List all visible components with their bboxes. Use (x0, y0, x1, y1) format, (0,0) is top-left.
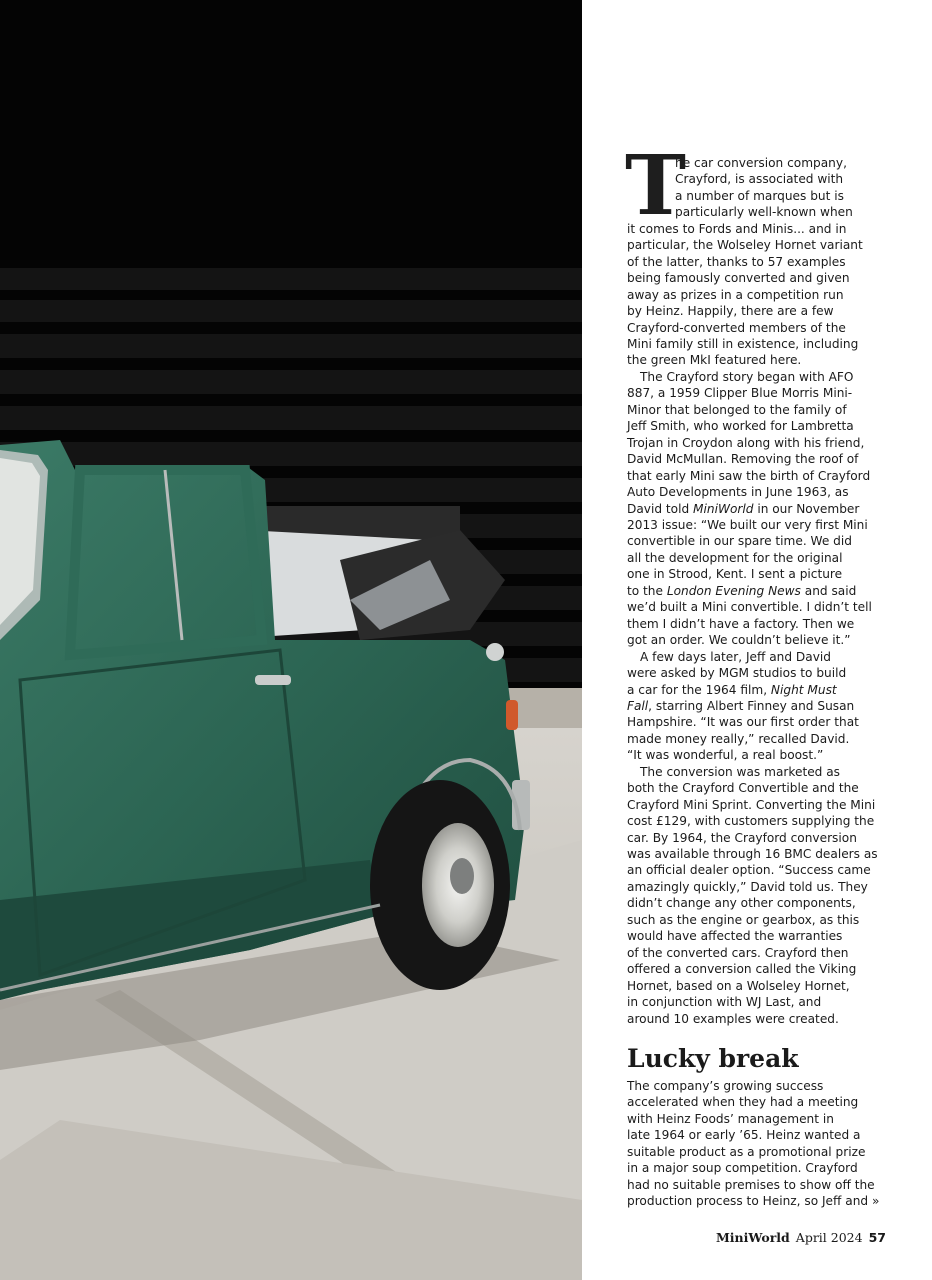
text-line: didn’t change any other components, (627, 896, 856, 911)
rear-light (506, 700, 518, 730)
text-line: both the Crayford Convertible and the (627, 781, 859, 796)
text-line: around 10 examples were created. (627, 1011, 839, 1026)
text-line: “It was wonderful, a real boost.” (627, 748, 824, 763)
text-line: of the latter, thanks to 57 examples (627, 254, 846, 269)
text-line: a number of marques but is (675, 188, 844, 203)
paragraph-2 (627, 369, 902, 649)
text-line: Crayford Mini Sprint. Converting the Mini (627, 797, 876, 812)
text-line: production process to Heinz, so Jeff and » (627, 1194, 880, 1209)
text-line: he car conversion company, (675, 156, 847, 170)
text-line: with Heinz Foods’ management in (627, 1111, 834, 1126)
text-line: one in Strood, Kent. I sent a picture (627, 567, 843, 582)
text-line (627, 583, 902, 599)
text-line: the green MkI featured here. (627, 353, 802, 368)
text-line: away as prizes in a competition run (627, 287, 844, 302)
text-fragment: David told (627, 501, 694, 516)
text-line: cost £129, with customers supplying the (627, 814, 875, 829)
film-title: Fall (627, 698, 649, 713)
text-line: late 1964 or early ’65. Heinz wanted a (627, 1128, 861, 1143)
page-footer (716, 1230, 886, 1245)
text-line: David McMullan. Removing the roof of (627, 452, 859, 467)
text-line: car. By 1964, the Crayford conversion (627, 830, 857, 845)
text-line: in conjunction with WJ Last, and (627, 995, 822, 1010)
text-line: was available through 16 BMC dealers as (627, 847, 878, 862)
text-line: Crayford-converted members of the (627, 320, 846, 335)
text-line (627, 501, 902, 517)
text-line: all the development for the original (627, 550, 843, 565)
text-line: The company’s growing success (627, 1079, 824, 1094)
text-line: them I didn’t have a factory. Then we (627, 616, 855, 631)
text-line: The conversion was marketed as (640, 764, 840, 779)
page-number: 57 (868, 1230, 886, 1245)
text-fragment: a car for the 1964 film, (627, 682, 771, 697)
rear-wheel (370, 780, 510, 990)
text-line: being famously converted and given (627, 271, 850, 286)
text-line: 2013 issue: “We built our very first Mini (627, 517, 868, 532)
issue-date: April 2024 (795, 1230, 863, 1245)
text-line: Trojan in Croydon along with his friend, (627, 435, 865, 450)
text-line: had no suitable premises to show off the (627, 1177, 875, 1192)
text-line (627, 682, 902, 698)
magazine-name: MiniWorld (715, 1230, 790, 1245)
text-line: A few days later, Jeff and David (640, 649, 831, 664)
publication-name: London Evening News (666, 583, 801, 598)
paragraph-5 (627, 1078, 902, 1210)
text-line: by Heinz. Happily, there are a few (627, 304, 834, 319)
door-handle (255, 675, 291, 685)
text-line: convertible in our spare time. We did (627, 534, 852, 549)
text-line: Minor that belonged to the family of (627, 402, 847, 417)
text-line: suitable product as a promotional prize (627, 1144, 866, 1159)
text-line: Auto Developments in June 1963, as (627, 485, 849, 500)
article-body (625, 138, 902, 1210)
text-line: Crayford, is associated with (675, 172, 844, 187)
text-line: amazingly quickly,” David told us. They (627, 879, 868, 894)
text-line: accelerated when they had a meeting (627, 1095, 859, 1110)
text-line: got an order. We couldn’t believe it.” (627, 633, 851, 648)
text-line: we’d built a Mini convertible. I didn’t tell (627, 600, 872, 615)
publication-name: MiniWorld (693, 501, 754, 516)
text-fragment: and said (800, 583, 857, 598)
text-line (627, 698, 902, 714)
text-line: 887, a 1959 Clipper Blue Morris Mini- (627, 386, 853, 401)
text-line: in a major soup competition. Crayford (627, 1161, 858, 1176)
text-line: it comes to Fords and Minis... and in (627, 221, 847, 236)
text-line: Jeff Smith, who worked for Lambretta (627, 419, 854, 434)
text-line: Hampshire. “It was our first order that (627, 715, 859, 730)
text-fragment: to the (627, 583, 667, 598)
film-title: Night Must (770, 682, 837, 697)
text-line: The Crayford story began with AFO (640, 369, 854, 384)
section-subhead (627, 1044, 902, 1074)
text-line: Hornet, based on a Wolseley Hornet, (627, 978, 850, 993)
text-line: would have affected the warranties (627, 929, 843, 944)
paragraph-4 (627, 764, 902, 1027)
text-fragment: in our November (753, 501, 860, 516)
text-line: an official dealer option. “Success came (627, 863, 871, 878)
paragraph-3 (627, 649, 902, 764)
text-line: that early Mini saw the birth of Crayford (627, 468, 871, 483)
text-line: were asked by MGM studios to build (627, 666, 847, 681)
text-fragment: , starring Albert Finney and Susan (648, 698, 855, 713)
text-line: particularly well-known when (675, 205, 853, 220)
drop-cap: T (625, 138, 687, 234)
first-paragraph (625, 138, 902, 369)
text-line: such as the engine or gearbox, as this (627, 912, 860, 927)
text-line: Mini family still in existence, including (627, 336, 859, 351)
subhead-text: Lucky break (627, 1044, 799, 1074)
text-line: of the converted cars. Crayford then (627, 945, 849, 960)
text-line: made money really,” recalled David. (627, 731, 850, 746)
text-line: offered a conversion called the Viking (627, 962, 857, 977)
text-line: particular, the Wolseley Hornet variant (627, 238, 863, 253)
